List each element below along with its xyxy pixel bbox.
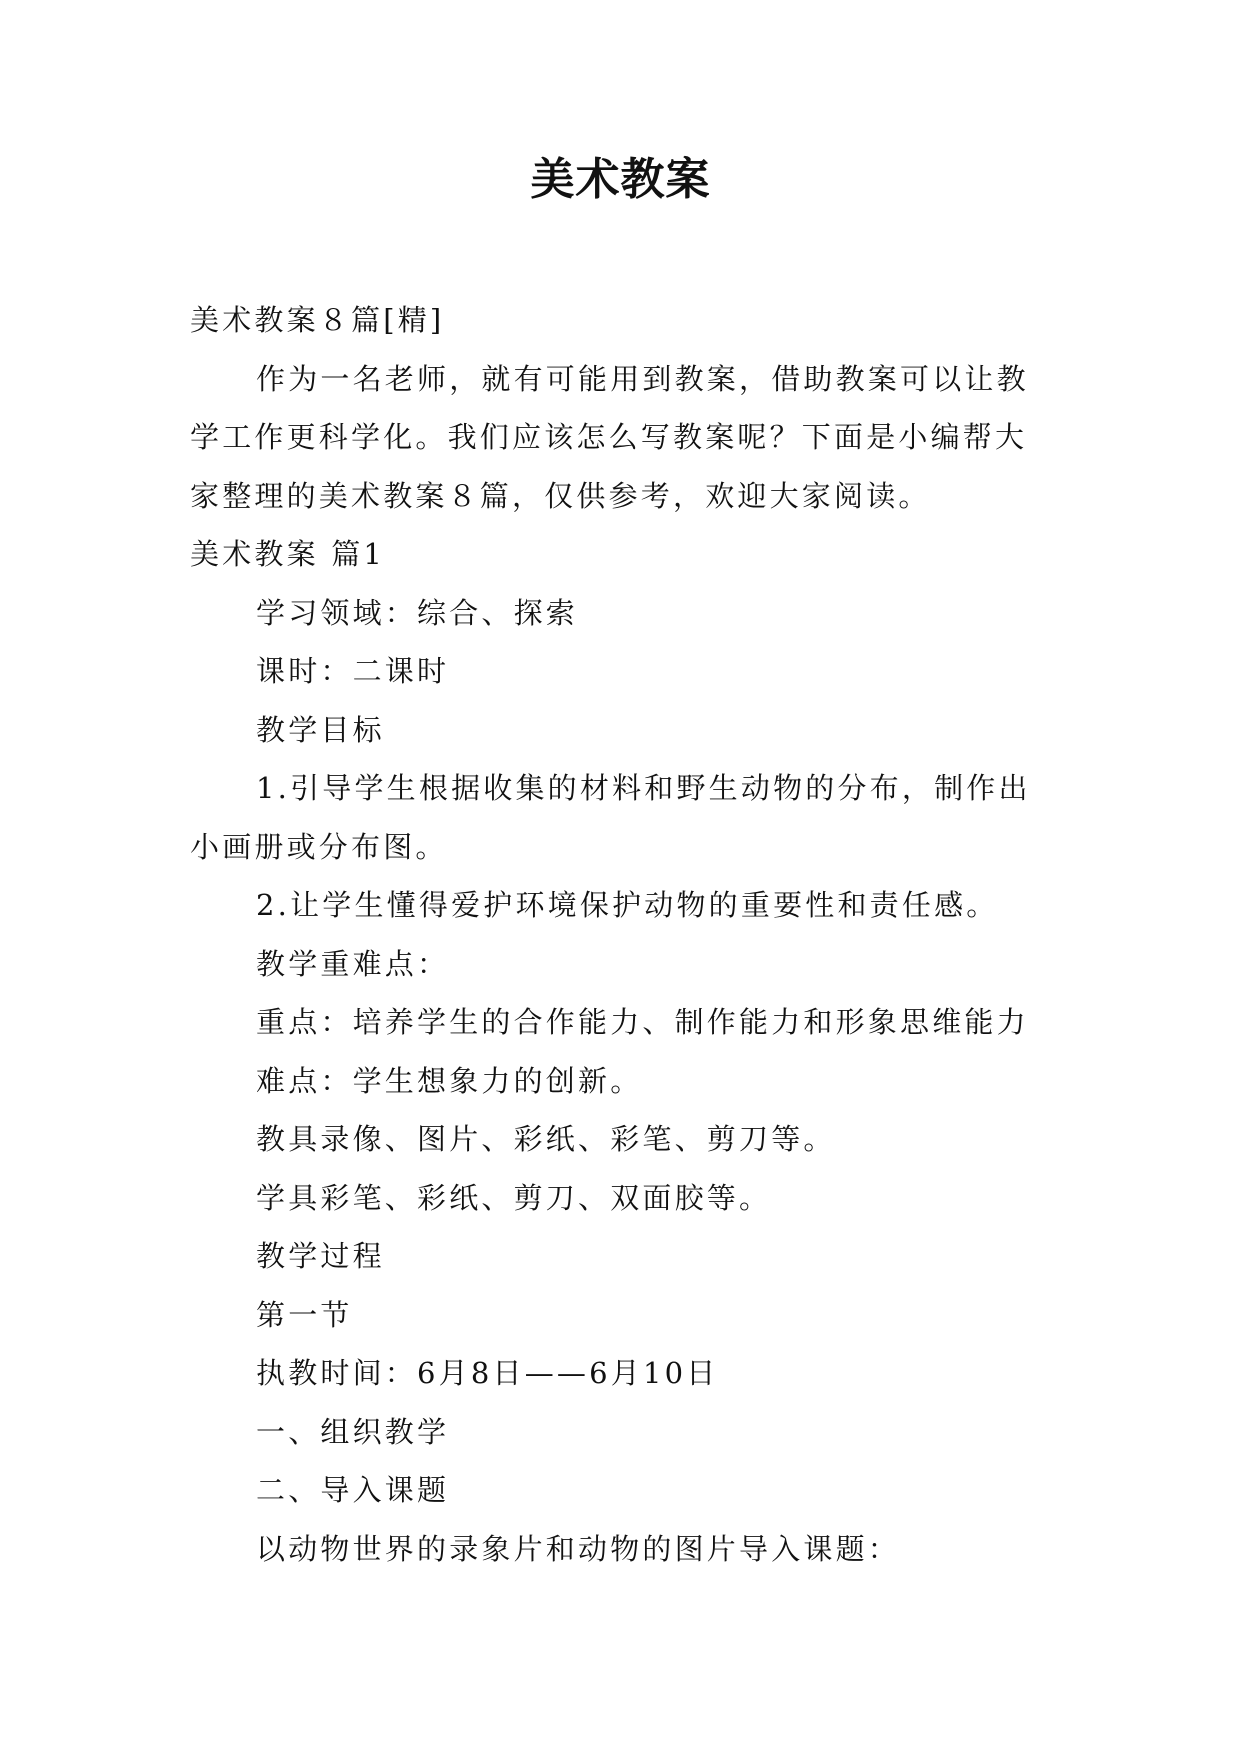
teaching-time-line: 执教时间：6月8日——6月10日 — [256, 1356, 719, 1390]
class-hours-line: 课时：二课时 — [256, 654, 450, 688]
intro-paragraph: 作为一名老师，就有可能用到教案，借助教案可以让教学工作更科学化。我们应该怎么写教案呢？下面是小编帮大家整理的美术教案８篇，仅供参考，欢迎大家阅读。 — [190, 361, 1029, 513]
document-title: 美术教案 — [530, 154, 711, 205]
section-heading: 美术教案 篇1 — [190, 537, 386, 571]
goal-item-1: 1.引导学生根据收集的材料和野生动物的分布，制作出小画册或分布图。 — [190, 771, 1031, 864]
introduction-line: 以动物世界的录象片和动物的图片导入课题： — [256, 1531, 901, 1566]
key-difficulties-heading: 教学重难点： — [256, 946, 450, 981]
key-point-line: 重点：培养学生的合作能力、制作能力和形象思维能力 — [256, 1005, 1029, 1039]
document-subtitle: 美术教案８篇[精] — [190, 303, 445, 337]
teaching-aids-line: 教具录像、图片、彩纸、彩笔、剪刀等。 — [256, 1122, 836, 1156]
learning-tools-line: 学具彩笔、彩纸、剪刀、双面胶等。 — [256, 1180, 772, 1215]
first-section-heading: 第一节 — [256, 1297, 353, 1332]
teaching-process-heading: 教学过程 — [256, 1239, 385, 1273]
teaching-goals-heading: 教学目标 — [256, 712, 385, 747]
learning-area-line: 学习领域：综合、探索 — [256, 595, 579, 630]
goal-item-2: 2.让学生懂得爱护环境保护动物的重要性和责任感。 — [256, 888, 999, 922]
difficulty-line: 难点：学生想象力的创新。 — [256, 1063, 643, 1098]
step-two-line: 二、导入课题 — [256, 1473, 450, 1507]
document-body — [190, 291, 1052, 1578]
step-one-line: 一、组织教学 — [256, 1414, 450, 1449]
